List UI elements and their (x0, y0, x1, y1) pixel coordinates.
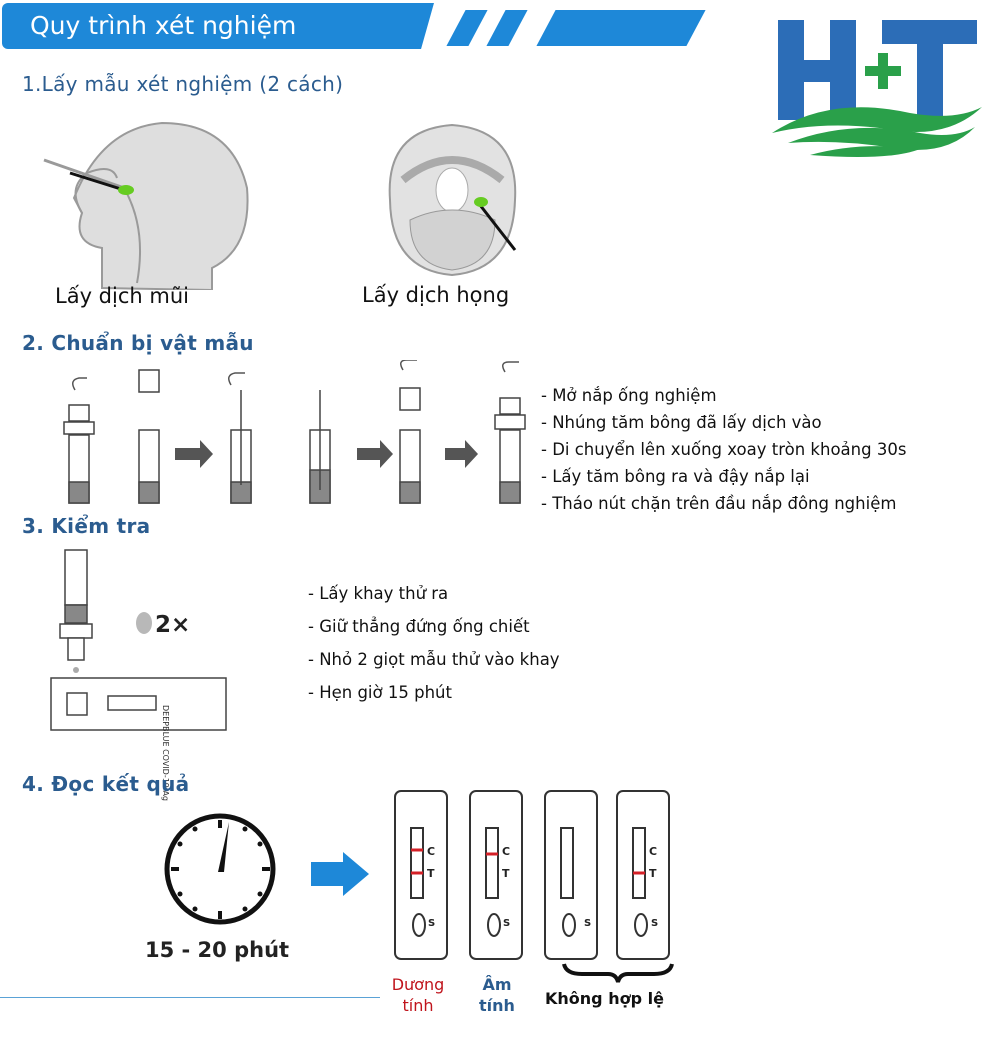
page-title: Quy trình xét nghiệm (30, 11, 297, 40)
logo (770, 15, 985, 165)
invalid-brace (562, 962, 674, 984)
step-item: - Giữ thẳng đứng ống chiết (308, 617, 530, 636)
step-item: - Nhỏ 2 giọt mẫu thử vào khay (308, 650, 560, 669)
strip-s-label: S (651, 918, 659, 929)
step-item: - Hẹn giờ 15 phút (308, 683, 452, 702)
step-item: - Lấy tăm bông ra và đậy nắp lại (541, 467, 810, 486)
section3-title: 3. Kiểm tra (22, 514, 151, 538)
section3-step-list (308, 577, 560, 709)
banner-stripe (486, 10, 527, 46)
arrow-right-icon (309, 850, 371, 898)
strip-c-label: C (427, 845, 436, 858)
negative-label: Âm tính (479, 975, 515, 1015)
bottom-divider (0, 997, 380, 998)
strip-t-label: T (649, 867, 657, 880)
nasal-swab-illustration (42, 118, 252, 290)
strip-s-label: S (428, 918, 436, 929)
sample-preparation-steps (35, 360, 535, 510)
nasal-caption: Lấy dịch mũi (55, 284, 189, 308)
timer-caption: 15 - 20 phút (145, 938, 290, 962)
throat-swab-illustration (385, 120, 520, 278)
step-item: - Lấy khay thử ra (308, 584, 449, 603)
strip-c-label: C (649, 845, 658, 858)
step-item: - Di chuyển lên xuống xoay tròn khoảng 30s (541, 440, 907, 459)
strip-c-label: C (502, 845, 511, 858)
test-cassette-illustration (48, 548, 233, 738)
strip-s-label: S (503, 918, 511, 929)
strip-t-label: T (427, 867, 435, 880)
strip-s-label: S (584, 918, 592, 929)
timer-clock-icon (163, 812, 278, 927)
section2-step-list (541, 382, 906, 517)
section4-title: 4. Đọc kết quả (22, 772, 190, 796)
positive-label: Dương tính (391, 975, 445, 1015)
section2-title: 2. Chuẩn bị vật mẫu (22, 331, 254, 355)
strip-t-label: T (502, 867, 510, 880)
drop-count-label: 2× (155, 612, 191, 638)
banner-stripe (446, 10, 487, 46)
banner-stripe (536, 10, 705, 46)
cassette-brand-label: DEEPBLUE COVID-19 Ag (161, 705, 170, 801)
throat-caption: Lấy dịch họng (362, 283, 510, 307)
step-item: - Nhúng tăm bông đã lấy dịch vào (541, 413, 822, 432)
section1-title: 1.Lấy mẫu xét nghiệm (2 cách) (22, 72, 344, 96)
invalid-label: Không hợp lệ (545, 989, 664, 1008)
step-item: - Tháo nút chặn trên đầu nắp đông nghiệm (541, 494, 897, 513)
step-item: - Mở nắp ống nghiệm (541, 386, 717, 405)
